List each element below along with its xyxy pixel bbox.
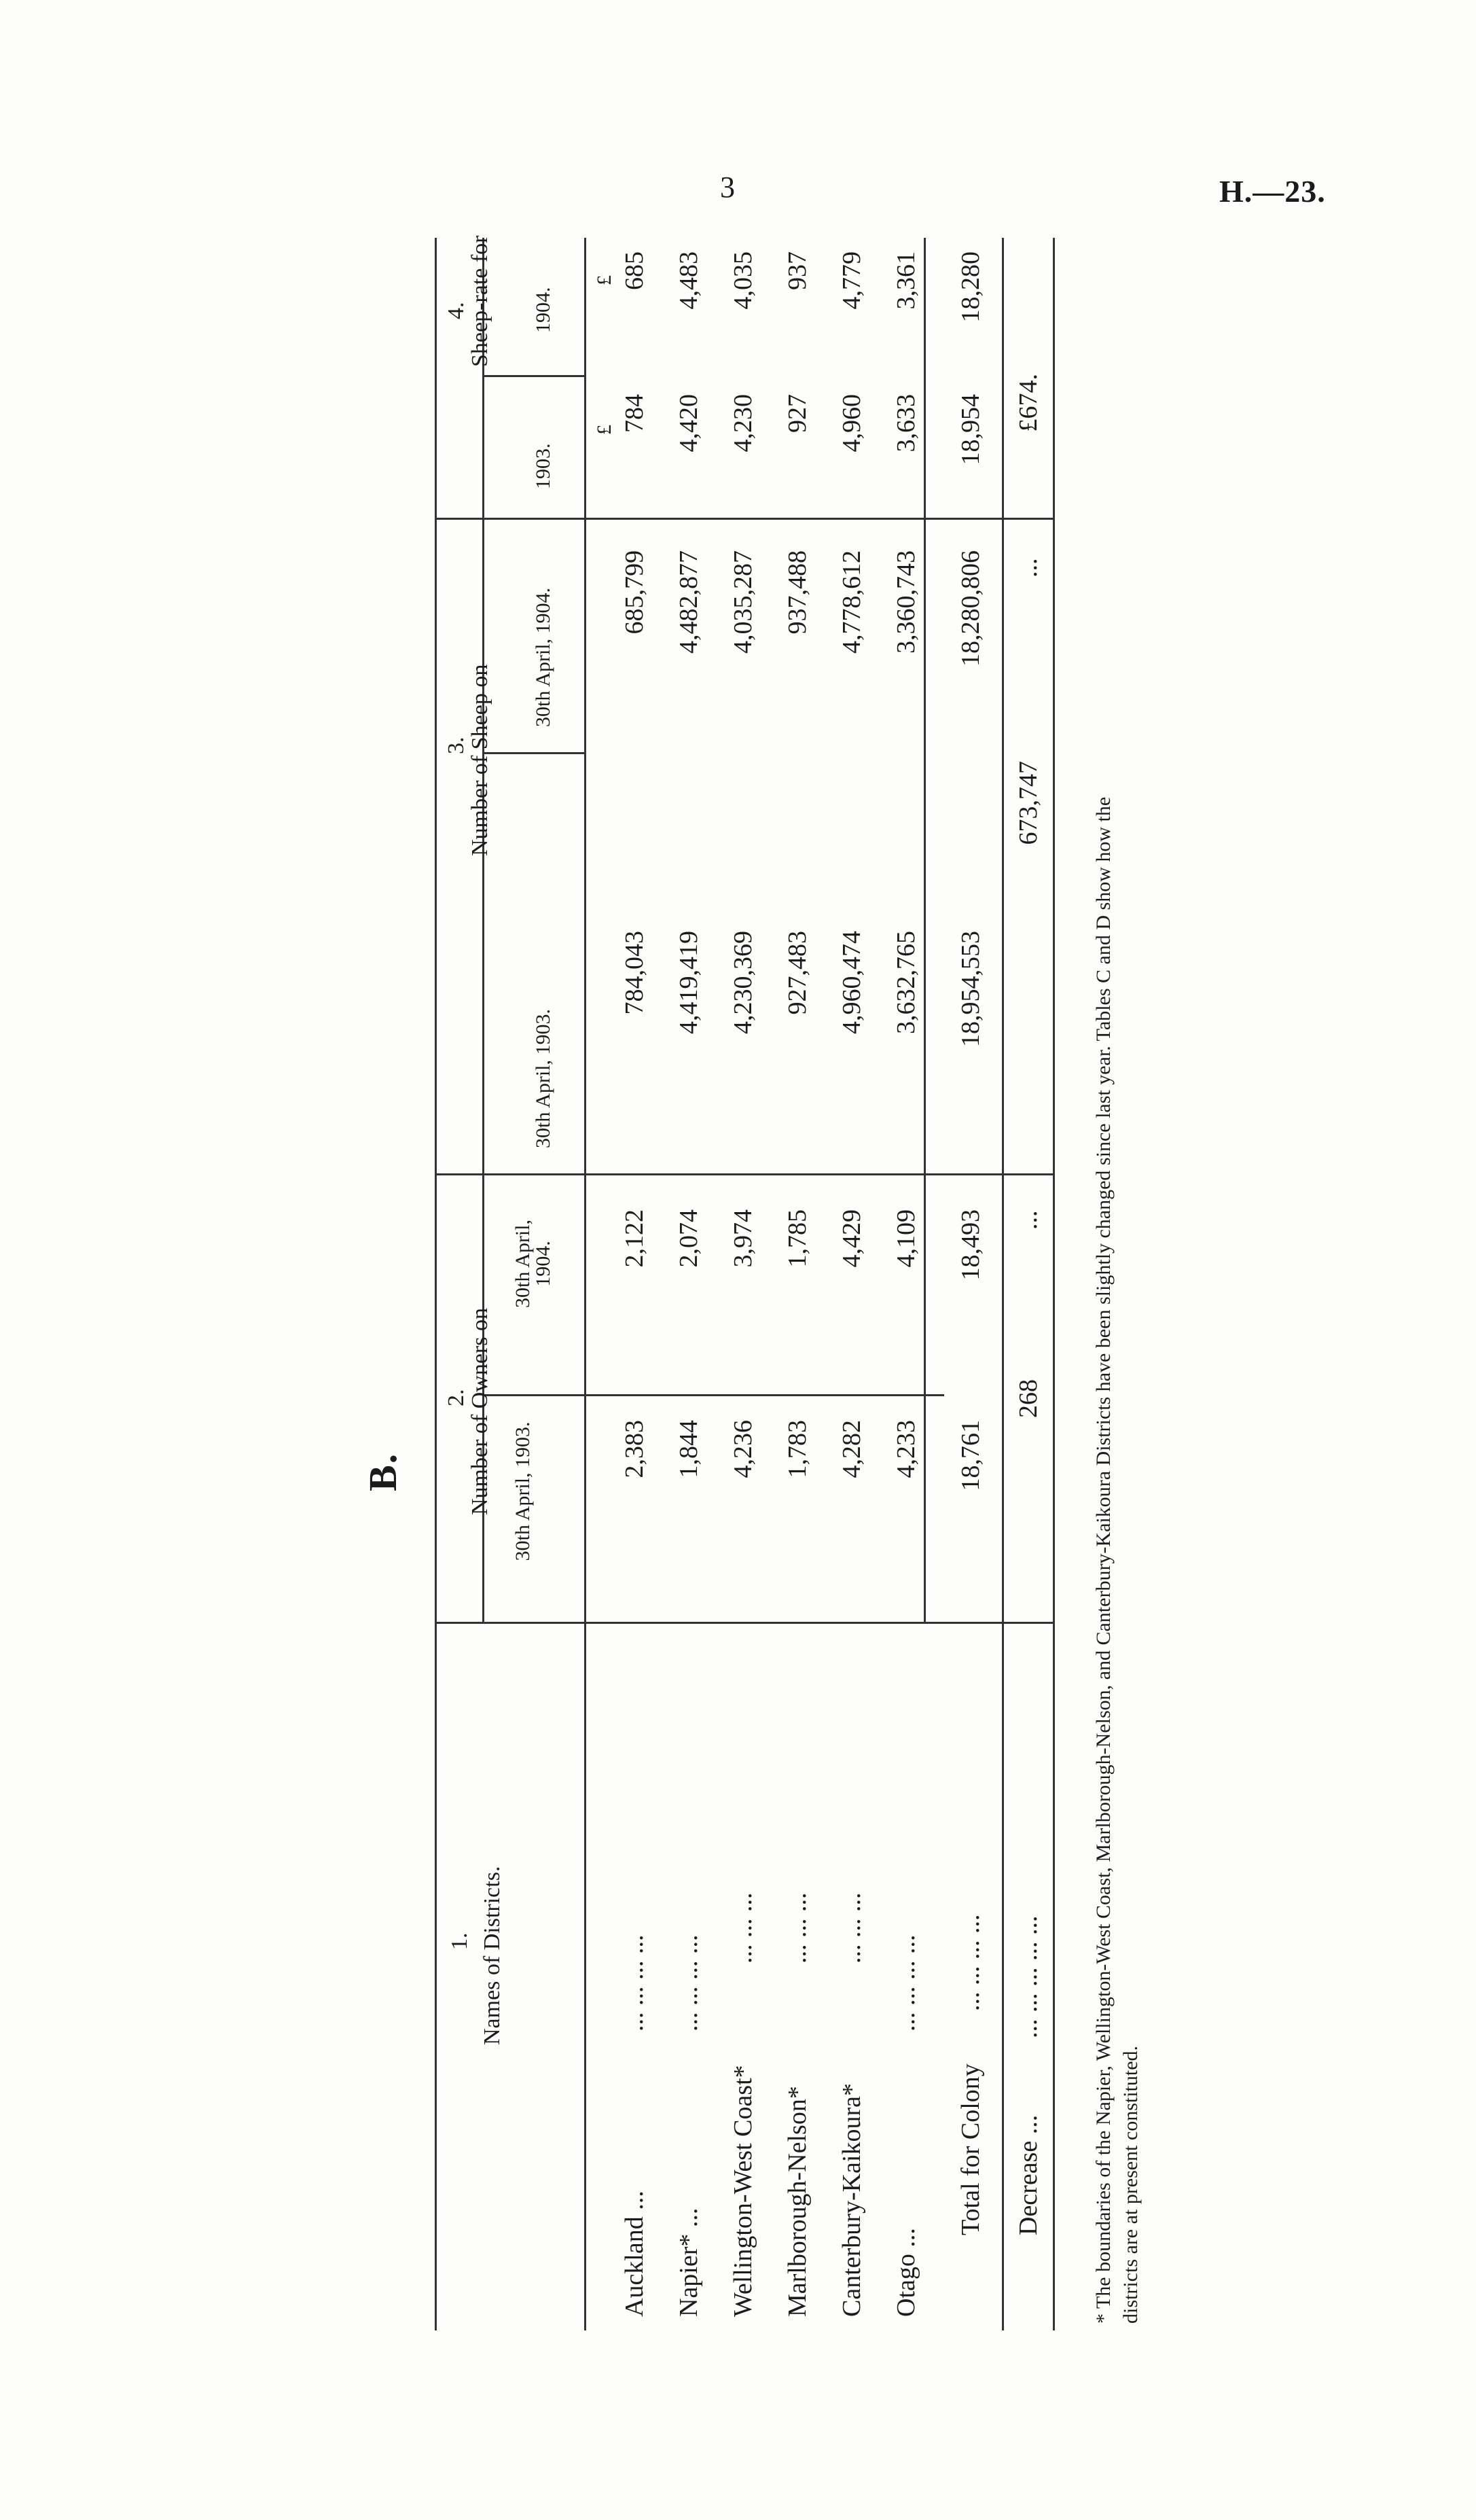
sheep-1904-cell: 4,035,287 [729, 550, 757, 654]
header-bottom-rule [584, 238, 586, 2330]
dot-leaders: ... ... ... ... [956, 1914, 985, 2011]
total-sheep-1903: 18,954,553 [956, 931, 985, 1047]
table-title: B. [361, 1452, 405, 1491]
rate-1904-cell: 3,361 [892, 251, 920, 310]
rate-1904-cell: 4,483 [674, 251, 703, 310]
district-name: Marlborough-Nelson* [783, 2086, 812, 2317]
dot-leaders: ... ... ... ... [892, 1934, 920, 2031]
rate-1904-header: 1904. [532, 287, 554, 333]
paper-reference: H.—23. [1219, 174, 1326, 209]
district-name: Napier* ... [674, 2207, 703, 2317]
rate-1903-cell: 927 [783, 394, 812, 433]
dot-leaders: ... ... ... [783, 1892, 812, 1964]
rate-1903-cell: 784 [620, 394, 649, 433]
divider-names-owners [435, 1622, 1053, 1624]
sheep-1903-cell: 4,419,419 [674, 931, 703, 1034]
rotated-table [360, 235, 1162, 2330]
total-owners-1903: 18,761 [956, 1420, 985, 1491]
total-upper-rule [924, 238, 926, 1624]
owners-1904-cell: 2,074 [674, 1209, 703, 1268]
divider-rate-sub [482, 375, 584, 377]
rate-1904-cell: 937 [783, 251, 812, 290]
total-rate-1903: 18,954 [956, 394, 985, 465]
rate-1903-cell: 3,633 [892, 394, 920, 452]
dot-leaders: ... [1014, 1210, 1043, 1230]
currency-symbol-1903: £ [593, 425, 615, 435]
decrease-rate: £674. [1014, 374, 1043, 432]
footnote-line-1: * The boundaries of the Napier, Wellington-West Coast, Marlborough-Nelson, and Canterbury-Kaikoura Districts have been slightly changed since last year. Tables C and D show how the [1092, 796, 1115, 2324]
rate-1903-cell: 4,230 [729, 394, 757, 452]
col2-number: 2. [444, 1389, 469, 1406]
district-name: Canterbury-Kaikoura* [838, 2083, 866, 2317]
sheep-1904-header: 30th April, 1904. [532, 587, 554, 727]
owners-1904-cell: 3,974 [729, 1209, 757, 1268]
col4-number: 4. [444, 302, 469, 319]
owners-1903-cell: 4,233 [892, 1420, 920, 1478]
owners-1903-cell: 2,383 [620, 1420, 649, 1478]
rate-1903-header: 1903. [532, 443, 554, 489]
owners-1904-header: 30th April, 1904. [511, 1220, 554, 1309]
owners-1903-cell: 1,783 [783, 1420, 812, 1478]
sheep-1903-header: 30th April, 1903. [532, 1008, 554, 1148]
rate-1904-cell: 4,779 [838, 251, 866, 310]
dot-leaders: ... [1014, 558, 1043, 578]
rate-1904-cell: 685 [620, 251, 649, 290]
district-name: Otago ... [892, 2228, 920, 2317]
owners-1904-cell: 2,122 [620, 1209, 649, 1268]
owners-1904-cell: 4,429 [838, 1209, 866, 1268]
district-name: Auckland ... [620, 2190, 649, 2317]
owners-1904-cell: 1,785 [783, 1209, 812, 1268]
total-label: Total for Colony [956, 2063, 985, 2235]
sheep-1903-cell: 4,230,369 [729, 931, 757, 1034]
sheep-1904-cell: 685,799 [620, 550, 649, 635]
divider-owners-sub [482, 1394, 944, 1396]
col3-header: Number of Sheep on [467, 664, 492, 856]
owners-1903-header: 30th April, 1903. [511, 1421, 534, 1561]
sheep-1904-cell: 4,778,612 [838, 550, 866, 654]
sheep-1903-cell: 4,960,474 [838, 931, 866, 1034]
total-lower-rule [1002, 238, 1004, 2330]
rate-1903-cell: 4,420 [674, 394, 703, 452]
sheep-1904-cell: 3,360,743 [892, 550, 920, 654]
sheep-1903-cell: 3,632,765 [892, 931, 920, 1034]
divider-owners-sheep [435, 1173, 1053, 1175]
owners-1904-cell: 4,109 [892, 1209, 920, 1268]
total-owners-1904: 18,493 [956, 1209, 985, 1281]
divider-sheep-rate [435, 518, 1053, 520]
table-bottom-rule [1053, 238, 1055, 2330]
rate-1904-cell: 4,035 [729, 251, 757, 310]
total-sheep-1904: 18,280,806 [956, 550, 985, 667]
decrease-owners: 268 [1014, 1379, 1043, 1418]
col1-number: 1. [447, 1932, 472, 1950]
dot-leaders: ... ... ... ... ... [1014, 1915, 1043, 2038]
col2-header: Number of Owners on [467, 1308, 492, 1515]
sheep-1904-cell: 4,482,877 [674, 550, 703, 654]
district-name: Wellington-West Coast* [729, 2065, 757, 2317]
total-rate-1904: 18,280 [956, 251, 985, 323]
rate-1903-cell: 4,960 [838, 394, 866, 452]
dot-leaders: ... ... ... [729, 1892, 757, 1964]
col4-header: Sheep-rate for [467, 235, 492, 367]
sheep-1903-cell: 927,483 [783, 931, 812, 1015]
dot-leaders: ... ... ... ... [674, 1934, 703, 2031]
dot-leaders: ... ... ... [838, 1892, 866, 1964]
owners-1903-cell: 4,236 [729, 1420, 757, 1478]
owners-1903-cell: 1,844 [674, 1420, 703, 1478]
sheep-1904-cell: 937,488 [783, 550, 812, 635]
dot-leaders: ... ... ... ... [620, 1934, 649, 2031]
footnote-line-2: districts are at present constituted. [1119, 2045, 1142, 2324]
page-number: 3 [720, 171, 735, 204]
owners-1903-cell: 4,282 [838, 1420, 866, 1478]
currency-symbol-1904: £ [593, 275, 615, 285]
decrease-label: Decrease ... [1014, 2114, 1043, 2235]
col1-header: Names of Districts. [480, 1866, 505, 2045]
decrease-sheep: 673,747 [1014, 761, 1043, 845]
table-top-rule [435, 238, 437, 2330]
col3-number: 3. [444, 737, 469, 754]
divider-sheep-sub [482, 752, 584, 754]
sheep-1903-cell: 784,043 [620, 931, 649, 1015]
